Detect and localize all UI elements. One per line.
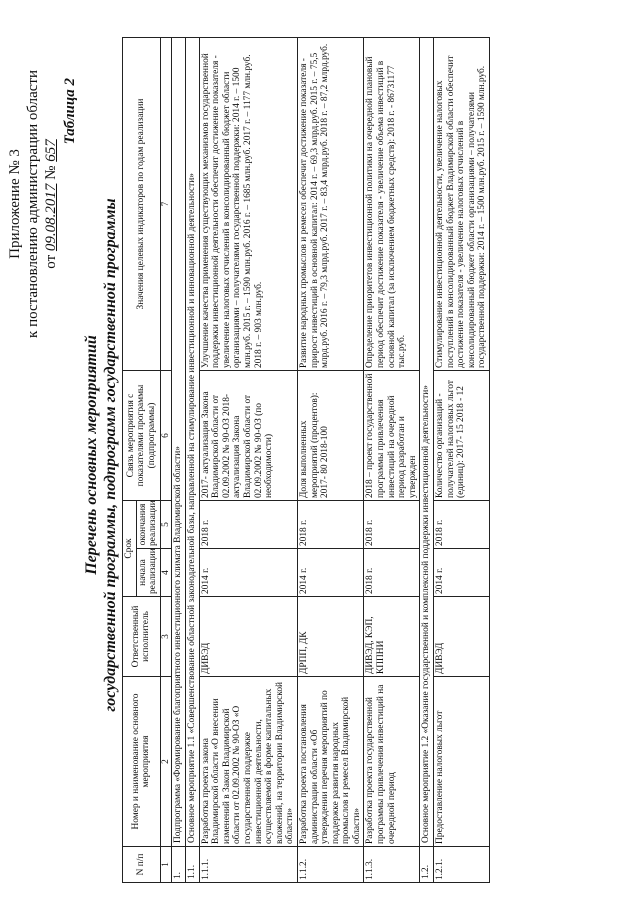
col-header-link: Связь мероприятия с показателями программы (подпрограммы) [123,371,161,501]
table-row: 1.2.1. Предоставление налоговых льгот ДИВЭД 2014 г. 2018 г. Количество организаций - получателей налоговых льгот (единиц): 2017- 15 2018 - 12 Стимулирование инвестиционной деятельности, увеличение налоговых поступлений в консолидированный бюджет Владимирской области обеспечит достижение показателя - увеличение налоговых отчислений в консолидированный бюджет области организациями – получателями государственной поддержки: 2014 г. – 1500 млн.руб. 2015 г. – 1590 млн.руб. [434,38,490,883]
appendix-reference: к постановлению администрации области [25,70,41,338]
column-number-row: 1 2 3 4 5 6 7 [160,38,172,883]
col-header-executor: Ответственный исполнитель [123,597,161,677]
table-row: 1.1.2. Разработка проекта постановления администрации области «Об утверждении перечня мероприятий по поддержке развития народных промыслов и ремесел Владимирской области» ДРПП, ДК 2014 г. 2018 г. Доля выполненных мероприятий (процентов): 2017- 80 2018-100 Развитие народных промыслов и ремесел обеспечит достижение показателя - прирост инвестиций в основной капитал: 2014 г. – 69,3 млрд.руб. 2015 г. – 75,5 млрд.руб. 2016 г. – 79,3 млрд.руб. 2017 г. – 83,4 млрд.руб. 2018 г. – 87,2 млрд.руб. [297,38,364,883]
col-header-values: Значения целевых индикаторов по годам реализации [123,38,161,371]
table-row-measure-1-2: 1.2. Основное мероприятие 1.2 «Оказание государственной и комплексной поддержки инвестиционной деятельности» [420,38,434,883]
appendix-header [6,70,60,338]
appendix-number: Приложение № 3 [7,149,23,259]
col-header-term: Срок [123,501,137,597]
col-header-start: начала реализации [136,549,160,597]
appendix-date-line: от 09.08.2017 № 657 [43,139,59,269]
table-row-measure-1-1: 1.1. Основное мероприятие 1.1 «Совершенствование областной законодательной базы, направленной на стимулирование инвестиционной и инновационной деятельности» [185,38,199,883]
measures-table [122,37,490,883]
appendix-date: 09.08.2017 [43,183,59,252]
document-title: Перечень основных мероприятий государственной программы, подпрограмм государственной программы [83,198,119,712]
col-header-num: N п/п [123,847,161,883]
appendix-doc-number: 657 [43,139,59,162]
table-row: 1.1.1. Разработка проекта закона Владимирской области «О внесении изменений в Закон Владимирской области от 02.09.2002 № 90-ОЗ «О государственной поддержке инвестиционной деятельности, осуществляемой в форме капитальных вложений, на территории Владимирской области» ДИВЭД 2014 г. 2018 г. 2017- актуализация Закона Владимирской области от 02.09.2002 № 90-ОЗ 2018- актуализация Закона Владимирской области от 02.09.2002 № 90-ОЗ (по необходимости) Улучшение качества применения существующих механизмов государственной поддержки инвестиционной деятельности обеспечит достижение показателя - увеличение налоговых отчислений в консолидированный бюджет области организациями – получателями государственной поддержки: 2014 г. – 1500 млн.руб. 2015 г. – 1590 млн.руб. 2016 г. – 1685 млн.руб. 2017 г. – 1177 млн.руб. 2018 г. – 903 млн.руб. [199,38,297,883]
table-label: Таблица 2 [62,78,78,145]
table-row-subprogram: 1. Подпрограмма «Формирование благоприятного инвестиционного климата Владимирской области» [172,38,186,883]
col-header-name: Номер и наименование основного мероприятия [123,677,161,847]
col-header-end: окончания реализации [136,501,160,549]
table-row: 1.1.3. Разработка проекта государственной программы привлечения инвестиций на очередной период ДИВЭД, КЭП, КППНИ 2018 г. 2018 г. 2018 – проект государственной программы привлечения инвестиций на очередной период разработан и утвержден Определение приоритетов инвестиционной политики на очередной плановый период обеспечит достижение показателя - увеличение объема инвестиций в основной капитал (за исключением бюджетных средств): 2018 г. - 86731177 тыс.руб. [364,38,420,883]
table-header-row [123,38,137,883]
